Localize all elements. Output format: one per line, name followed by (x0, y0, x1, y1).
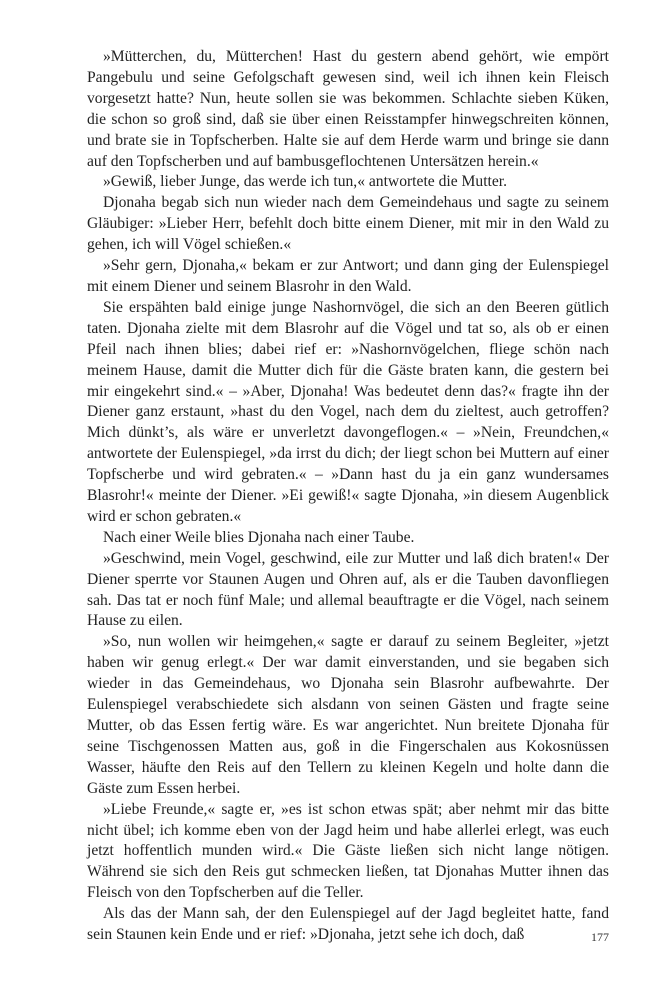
paragraph: »So, nun wollen wir heimgehen,« sagte er darauf zu seinem Begleiter, »jetzt haben wir genug erlegt.« Der war damit einverstanden, und sie begaben sich wieder in das Gemeindehaus, wo Djonaha sein Blasrohr aufbewahrte. Der Eulenspiegel verabschiedete sich alsdann von seinen Gästen und fragte seine Mutter, ob das Essen fertig wäre. Es war angerichtet. Nun breitete Djonaha für seine Tischgenossen Matten aus, goß in die Fingerschalen aus Kokosnüssen Wasser, häufte den Reis auf den Tellern zu kleinen Kegeln und holte dann die Gäste zum Essen herbei. (87, 633, 609, 797)
paragraph: Nach einer Weile blies Djonaha nach einer Taube. (103, 528, 415, 546)
paragraph: »Gewiß, lieber Junge, das werde ich tun,« antwortete die Mutter. (103, 173, 508, 191)
paragraph: Djonaha begab sich nun wieder nach dem Gemeindehaus und sagte zu seinem Gläubiger: »Lieber Herr, befehlt doch bitte einem Diener, mit mir in den Wald zu gehen, ich will Vögel schießen.« (87, 194, 609, 254)
paragraph: Sie erspähten bald einige junge Nashornvögel, die sich an den Beeren gütlich taten. Djonaha zielte mit dem Blasrohr auf die Vögel und tat so, als ob er einen Pfeil nach ihnen blies; dabei rief er: »Nashornvögelchen, fliege schön nach meinem Hause, damit die Mutter dich für die Gäste braten kann, die gestern bei mir eingekehrt sind.« – »Aber, Djonaha! Was bedeutet denn das?« fragte ihn der Diener ganz erstaunt, »hast du den Vogel, nach dem du zieltest, auch getroffen? Mich dünkt’s, als wäre er unverletzt davongeflogen.« – »Nein, Freundchen,« antwortete der Eulenspiegel, »da irrst du dich; der liegt schon bei Muttern auf einer Topfscherbe und wird gebraten.« – »Dann hast du ja ein ganz wundersames Blasrohr!« meinte der Diener. »Ei gewiß!« sagte Djonaha, »in diesem Augenblick wird er schon gebraten.« (87, 298, 609, 525)
page-number: 177 (591, 930, 609, 944)
paragraph: »Liebe Freunde,« sagte er, »es ist schon etwas spät; aber nehmt mir das bitte nicht übel; ich komme eben von der Jagd heim und habe allerlei erlegt, was euch jetzt hoffentlich munden wird.« Die Gäste ließen sich nicht lange nötigen. Während sie sich den Reis gut schmecken ließen, tat Djonahas Mutter ihnen das Fleisch von den Topfscherben auf die Teller. (87, 800, 609, 902)
paragraph: Als das der Mann sah, der den Eulenspiegel auf der Jagd begleitet hatte, fand sein Staunen kein Ende und er rief: »Djonaha, jetzt sehe ich doch, daß (87, 905, 609, 944)
paragraph: »Geschwind, mein Vogel, geschwind, eile zur Mutter und laß dich braten!« Der Diener sperrte vor Staunen Augen und Ohren auf, als er die Tauben davonfliegen sah. Das tat er noch fünf Male; und allemal beauftragte er die Vögel, nach seinem Hause zu eilen. (87, 549, 609, 630)
page-body-text (87, 47, 609, 946)
paragraph: »Sehr gern, Djonaha,« bekam er zur Antwort; und dann ging der Eulenspiegel mit einem Diener und seinem Blasrohr in den Wald. (87, 257, 609, 295)
paragraph: »Mütterchen, du, Mütterchen! Hast du gestern abend gehört, wie empört Pangebulu und seine Gefolgschaft gewesen sind, weil ich ihnen kein Fleisch vorgesetzt hatte? Nun, heute sollen sie was bekommen. Schlachte sieben Küken, die schon so groß sind, daß sie über einen Reisstampfer hinwegschreiten können, und brate sie in Topfscherben. Halte sie auf dem Herde warm und bringe sie dann auf den Topfscherben und auf bambusgeflochtenen Untersätzen herein.« (87, 48, 609, 170)
